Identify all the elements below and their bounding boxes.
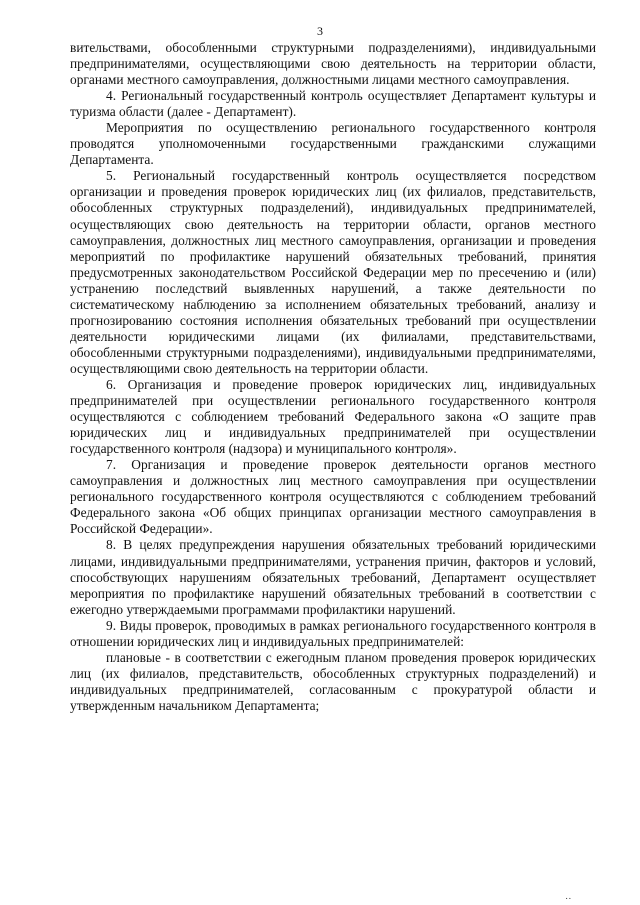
paragraph-item-6: 6. Организация и проведение проверок юридических лиц, индивидуальных предпринимателей при осуществлении регионального государственного контроля осуществляются с соблюдением требований Федерального закона «О защите прав юридических лиц и индивидуальных предпринимателей при осуществлении государственного контроля (надзора) и муниципального контроля». [70,376,596,457]
paragraph-item-8: 8. В целях предупреждения нарушения обязательных требований юридическими лицами, индивидуальными предпринимателями, устранения причин, факторов и условий, способствующих нарушениям обязательных требований, Департамент осуществляет мероприятия по профилактике нарушений обязательных требований в соответствии с ежегодно утверждаемыми программами профилактики нарушений. [70,537,596,617]
document-body [70,40,596,714]
paragraph-item-4: 4. Региональный государственный контроль осуществляет Департамент культуры и туризма области (далее - Департамент). [70,88,596,120]
paragraph-item-5: 5. Региональный государственный контроль осуществляется посредством организации и проведения проверок юридических лиц (их филиалов, представительств, обособленных структурных подразделений), индивидуальных предпринимателей, осуществляющих свою деятельность на территории области, органов местного самоуправления, должностных лиц местного самоуправления, организации и проведения мероприятий по профилактике нарушений обязательных требований, принятия предусмотренных законодательством Российской Федерации мер по пресечению и (или) устранению последствий выявленных нарушений, а также деятельности по систематическому наблюдению за исполнением обязательных требований, анализу и прогнозированию состояния исполнения обязательных требований при осуществлении деятельности юридическими лицами (их филиалами, представительствами, обособленными структурными подразделениями), индивидуальными предпринимателями, осуществляющими свою деятельность на территории области. [70,168,596,376]
page-number: 3 [317,24,323,38]
paragraph-measures: Мероприятия по осуществлению регионального государственного контроля проводятся уполномоченными государственными гражданскими служащими Департамента. [70,120,596,168]
footer-mark: .. [565,891,572,901]
paragraph-planned-checks: плановые - в соответствии с ежегодным планом проведения проверок юридических лиц (их филиалов, представительств, обособленных структурных подразделений) и индивидуальных предпринимателей, согласованным с прокуратурой области и утвержденным начальником Департамента; [70,649,596,713]
paragraph-continuation: вительствами, обособленными структурными подразделениями), индивидуальными предпринимателями, осуществляющими свою деятельность на территории области, органами местного самоуправления, должностными лицами местного самоуправления. [70,40,596,88]
paragraph-item-9: 9. Виды проверок, проводимых в рамках регионального государственного контроля в отношении юридических лиц и индивидуальных предпринимателей: [70,617,596,649]
paragraph-item-7: 7. Организация и проведение проверок деятельности органов местного самоуправления и должностных лиц местного самоуправления при осуществлении регионального государственного контроля осуществляются с соблюдением требований Федерального закона «Об общих принципах организации местного самоуправления в Российской Федерации». [70,457,596,537]
